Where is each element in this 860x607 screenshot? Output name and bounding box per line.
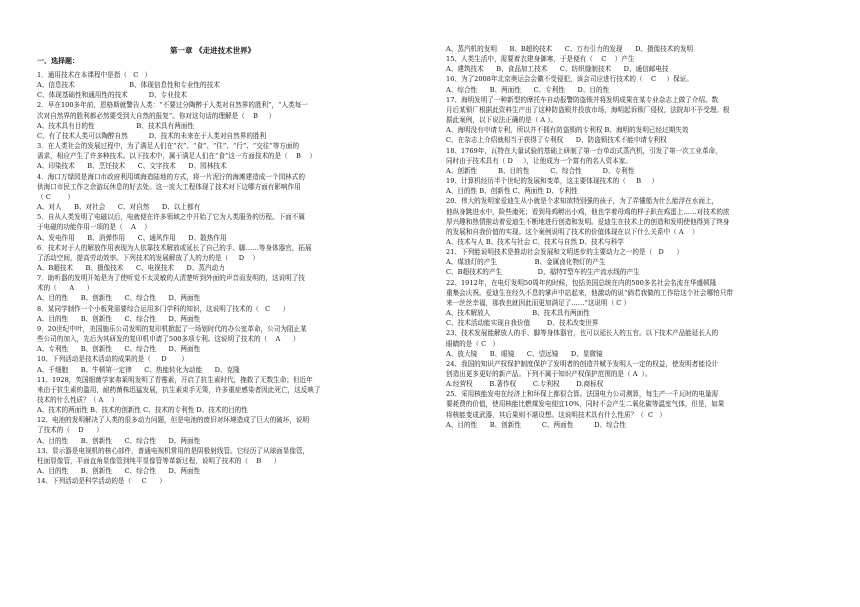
text-line: A、发电作用 B、消弹作用 C、通风作用 D、散热作用: [37, 233, 227, 242]
text-line: 柱面显像管，平面直角显像管到纯平显像管等革新过程，说明了技术的（ B ）: [37, 456, 281, 465]
text-line: 15、人类生活中，需要着衣建身御寒，于是便有（ C ）产生: [446, 55, 635, 64]
text-line: 他纵身跳进水中，险些淹死；看到母鸡孵出小鸡，他也学着母鸡的样子趴在鸡蛋上……对技术的浓: [446, 207, 730, 216]
text-line: A、目的性 B、创新性 C、综合性 D、两面性: [37, 436, 201, 445]
text-line: 了技术的（ D ）: [37, 426, 103, 435]
text-line: （ C ）: [37, 192, 75, 201]
text-line: 4．海口万绿园是海口市政府利用填海造陆地的方式，将一片泥泞的海滩建造成一个园林式的: [37, 172, 305, 181]
text-line: A、信息技术 B、体现信息性和专业性的技术: [37, 81, 220, 90]
text-line: 要耗费的价值，使用核能比燃煤发电便宜10%，同时不会产生二氧化碳等温室气体，但是，如果: [446, 400, 725, 409]
text-line: A、海明没有申请专利，所以并不拥有防盗锁的专利权 B、海明的发明已经过期失效: [446, 126, 689, 135]
text-line: A、技术的两面性 B、技术的创新性 C、技术的专利性 D、技术的目的性: [37, 406, 248, 415]
chapter-title: 第一章 《走进技术世界》: [170, 46, 256, 55]
text-line: 次对自然界的胜利都必然要受到大自然的报复”。你对这句话的理解是（ B ）: [37, 111, 276, 120]
text-line: 14、下列活动是科学活动的是（ C ）: [37, 477, 166, 486]
text-line: 20、伟大的发明家爱迪生从小就是个求知欲特别强的孩子，为了弄懂船为什么能浮在水面上，: [446, 197, 719, 206]
text-line: 13、显示器是电视机的核心部件，普通电视机常用的是阴极射线管。它经历了从球面显像管，: [37, 446, 310, 455]
text-line: 9．20世纪中叶，美国施乐公司发明的复印机掀起了一场划时代的办公室革命，公司为阻止某: [37, 324, 307, 333]
text-line: A、煤油灯的产生 B、金属卤化物灯的产生: [446, 258, 606, 267]
text-line: 12、电池的发明解决了人类的很多动力问题，但是电池的废旧对环境造成了巨大的破坏，说明: [37, 416, 310, 425]
text-line: 2．早在100多年前，恩格斯就警告人类：“不要过分陶醉于人类对自然界的胜利”，“人类每一: [37, 101, 308, 110]
text-line: A、综合性 B、两面性 C、专利性 D、目的性: [446, 85, 610, 94]
text-line: 来一丝丝幸福，那我也就因此而更加满足了……”这说明（ C ）: [446, 298, 631, 307]
right-column: [446, 44, 836, 430]
text-line: 18、1769年，瓦特在大量试验的基础上研制了第一台单动式蒸汽机，引发了第一次工业革命，: [446, 146, 722, 155]
text-line: A、蒸汽机的发明 B、B超的技术 C、万有引力的发现 D、摄像技术的发明: [446, 45, 694, 53]
text-line: 10、下列活动是技术活动的成果的是（ D ）: [37, 355, 188, 364]
text-line: A、目的性 B、创新性 C、综合性 D、两面性: [37, 294, 201, 303]
text-line: C、体现基础性和通用性的技术 D、专业技术: [37, 91, 187, 100]
text-line: A、专利性 B、创新性 C、综合性 D、两面性: [37, 345, 201, 354]
text-line: 术的（ A ）: [37, 284, 94, 293]
text-line: 7．助听器的发明开始是为了使听觉不太灵敏的人清楚听到外面的声音而发明的，这说明了技: [37, 274, 305, 283]
text-line: A、目的性 B、创新性 C、综合性 D、两面性: [37, 314, 201, 323]
text-line: A、创新性 B、目的性 C、综合性 D、专利性: [446, 166, 635, 175]
text-line: A、印染技术 B、烹饪技术 C、文字技术 D、园林技术: [37, 162, 227, 171]
text-line: A、技术与人 B、技术与社会 C、技术与自然 D、技术与科学: [446, 237, 624, 246]
text-line: 需求，相应产生了许多种技术。以下技术中，属于满足人们在“食”这一方面技术的是（ B ）: [37, 152, 316, 161]
text-line: 厚兴趣和热情推动着爱迪生不断地进行创造和发明。爱迪生在技术上的创造和发明使他得到了终身: [446, 217, 730, 226]
text-line: 16、为了2008年北京奥运会会徽不受侵犯，该会司应进行技术的（ C ）保证。: [446, 75, 693, 84]
section-heading: 一、选择题：: [37, 56, 79, 65]
text-line: 了活动空间，提高劳动效率。下列技术的发展解放了人的力的是（ D ）: [37, 253, 259, 262]
text-line: 来由于抗生素的滥用，耐药菌株迅猛发展，抗生素束手无策，许多重症感染者因此死亡，这反映了: [37, 385, 321, 394]
text-line: 23、技术发展能解放人的手、脚等身体器官，也可以延长人的五官。以下技术产品能延长人的: [446, 329, 719, 338]
text-line: 25、采用核能发电在经济上和环保上都很合算。法国电力公司测算，每生产一千瓦时的电量需: [446, 390, 719, 399]
text-line: 眼睛的是（ C ）: [446, 339, 499, 348]
text-line: 重集会庆祝。爱迪生在经久不息的掌声中站起来，他激动的说“倘若我做的工作给这个社会哪怕只带: [446, 288, 733, 297]
text-line: 将核能变成武器，其后果则不堪设想。这说明技术具有什么性质？（ C ）: [446, 410, 666, 419]
text-line: C、在杂志上介绍就相当于获得了专利权 D、防盗锁技术不能申请专利权: [446, 136, 667, 145]
text-line: A、对人 B、对社会 C、对自然 D、以上都有: [37, 203, 201, 212]
text-line: A、目的性 B、创新性 C、两面性 D、综合性: [446, 420, 626, 429]
text-line: 8．某同学制作一个小板凳需要综合运用多门学科的知识，这说明了技术的（ C ）: [37, 304, 290, 313]
text-line: 供海口市民工作之余游玩休息的好去处。这一庞大工程体现了技术对下边哪方面有影响作用: [37, 182, 301, 191]
text-line: A、放大镜 B、眼镜 C、望远镜 D、显微镜: [446, 349, 603, 358]
text-line: 技术的什么性质？（ A ）: [37, 396, 119, 404]
text-line: 于电磁的功能作用一项的是（ A ）: [37, 223, 151, 232]
text-line: 月后某锁厂根据此资料生产出了这种防盗锁并投放市场，海明起诉锁厂侵权，法院却不予受理。根: [446, 105, 730, 114]
text-line: 1．通用技术在本课程中是指（ C ）: [37, 71, 152, 79]
text-line: A、目的性 B、创新性 C、两面性 D、专利性: [446, 187, 578, 196]
text-line: A、建筑技术 B、食品加工技术 C、纺织缝制技术 D、通信邮电技: [446, 65, 669, 74]
left-column-body: [37, 70, 399, 486]
text-line: 的发展和自我价值的实现。这个案例说明了技术的价值体现在以下什么关系中（ A ）: [446, 227, 699, 236]
text-line: 17、海明发明了一种新型的摩托车自动报警防盗锁并将发明成果在某专业杂志上做了介绍。数: [446, 95, 719, 104]
text-line: 创造出更多更好的新产品。下列不属于知识产权保护范围的是（ A ）。: [446, 370, 652, 378]
text-line: 24、我国的知识产权保护制度保护了发明者的创造并赋予发明人一定的权益，使发明者能设计: [446, 359, 719, 368]
text-line: A、技术解放人 B、技术具有两面性: [446, 309, 590, 318]
text-line: C、技术活动能实现自我价值 D、技术改变世界: [446, 319, 599, 328]
text-line: 同时由于技术具有（ D ），让他成为一个富有的名人资本家。: [446, 156, 632, 165]
text-line: 据此案例，以下说法正确的是（ A ）。: [446, 116, 558, 125]
text-line: C、B超技术的产生 D、福特T型车的生产流水线的产生: [446, 268, 640, 277]
text-line: 6．技术对于人的解放作用表现为人依靠技术解放或延长了自己的手、脚……等身体器官，拓展: [37, 243, 312, 252]
text-line: 些公司的加入，先后为其研发的复印机申请了500多项专利。这说明了技术的（ A ）: [37, 335, 300, 344]
text-line: C、有了技术人类可以陶醉自然 D、技术的未来在于人类对自然界的胜利: [37, 131, 267, 140]
text-line: 11、1928，英国细菌学家弗莱明发明了青霉素，开启了抗生素时代，挽救了无数生命；但近年: [37, 375, 313, 384]
text-line: 3．在人类社会的发展过程中，为了满足人们在“衣”、“食”、“住”、“行”、“交往”等方面的: [37, 142, 300, 151]
text-line: A、目的性 B、创新性 C、综合性 D、两面性: [37, 467, 201, 476]
text-line: 22、1912年，在电灯发明50周年的时候，包括美国总统在内的500多名社会名流在华盛顿隆: [446, 278, 717, 287]
text-line: A、技术具有目的性 B、技术具有两面性: [37, 121, 195, 130]
text-line: 21、下列能说明技术是推动社会发展和文明进步的主要动力之一的是（ D ）: [446, 248, 683, 257]
text-line: 19、计算机经历半个世纪的发展和变革，这主要体现技术的（ B ）: [446, 177, 659, 186]
text-line: 5．自从人类发明了电磁以后，电就便在许多领域之中开始了它为人类服务的历程。下面不属: [37, 213, 305, 222]
text-line: A、B超技术 B、摄像技术 C、电视技术 D、蒸汽动力: [37, 263, 225, 272]
text-line: A、千细胞 B、牛顿第一定律 C、热能转化为动能 D、克隆: [37, 365, 240, 374]
text-line: A.经营权 B.著作权 C.专利权 D.商标权: [446, 380, 604, 389]
